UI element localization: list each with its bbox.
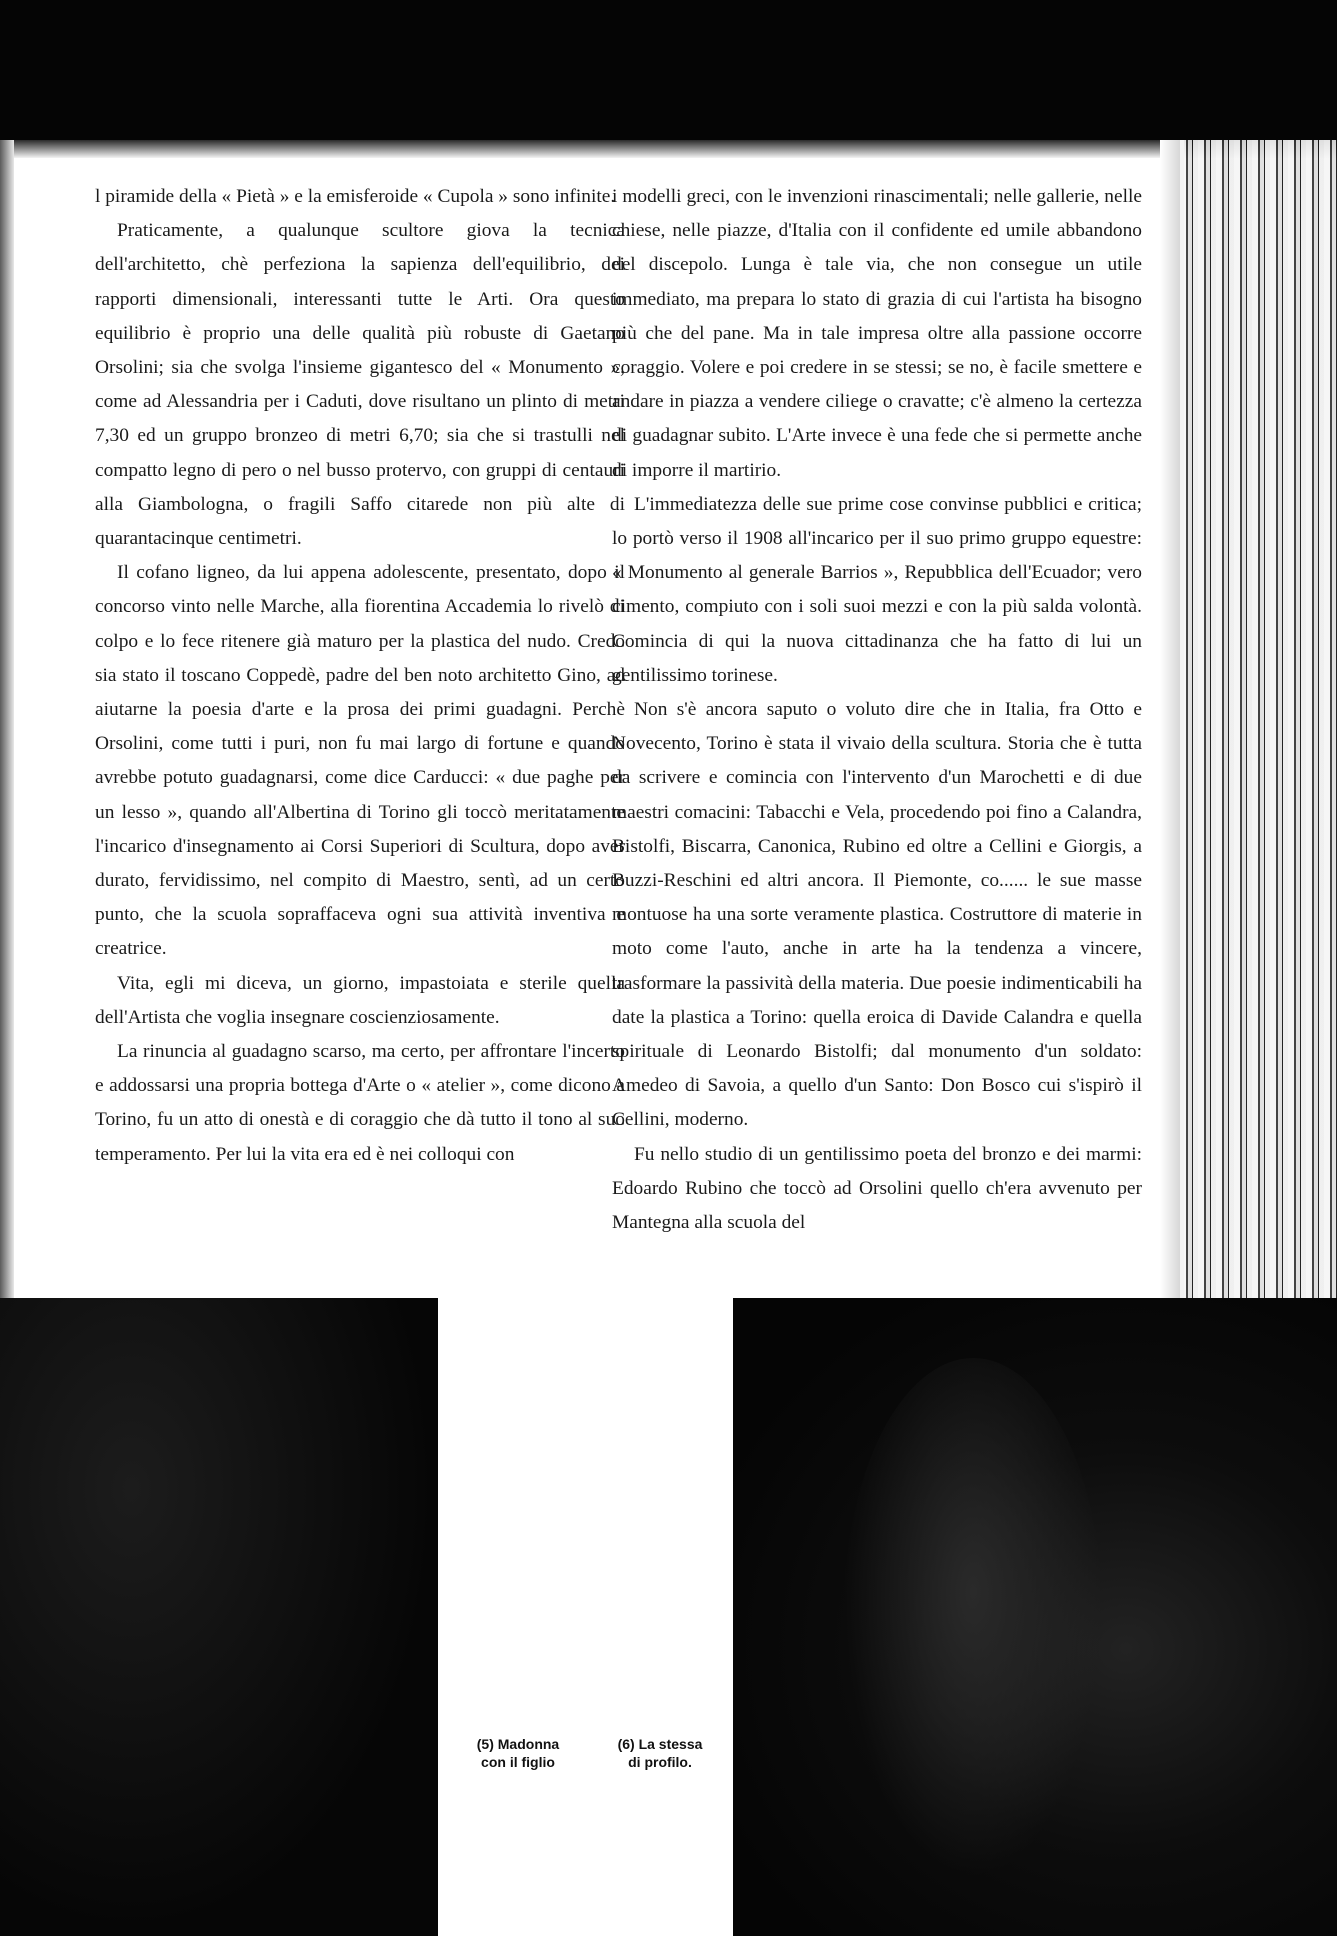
photo-madonna-with-child xyxy=(0,1298,438,1936)
photo-madonna-profile xyxy=(733,1298,1337,1936)
paragraph: La rinuncia al guadagno scarso, ma certo, per affrontare l'incerto e addossarsi una propria bottega d'Arte o « atelier », come dicono a Torino, fu un atto di onestà e di coraggio che dà tutto il tono al suo temperamento. Per lui la vita era ed è nei colloqui con xyxy=(95,1041,625,1165)
caption-line: con il figlio xyxy=(481,1754,555,1770)
sculpture-figure xyxy=(843,1358,1103,1878)
photo-caption-6 xyxy=(590,1735,730,1771)
caption-line: di profilo. xyxy=(628,1754,692,1770)
scan-top-shadow-edge xyxy=(0,140,1337,158)
paragraph: l piramide della « Pietà » e la emisferoide « Cupola » sono infinite. xyxy=(95,186,616,207)
paragraph: Non s'è ancora saputo o voluto dire che in Italia, fra Otto e Novecento, Torino è stata il vivaio della scultura. Storia che è tutta da scrivere e comincia con l'intervento d'un Marochetti e di due maestri comacini: Tabacchi e Vela, procedendo poi fino a Calandra, Bistolfi, Biscarra, Canonica, Rubino ed oltre a Cellini e Giorgis, a Buzzi-Reschini ed altri ancora. Il Piemonte, co...... le sue masse montuose ha una sorte veramente plastica. Costruttore di materie in moto come l'auto, anche in arte ha la tendenza a vincere, trasformare la passività della materia. Due poesie indimenticabili ha date la plastica a Torino: quella eroica di Davide Calandra e quella spirituale di Leonardo Bistolfi; dal monumento d'un soldato: Amedeo di Savoia, a quello d'un Santo: Don Bosco cui s'ispirò il Cellini, moderno. xyxy=(612,699,1142,1131)
paragraph: Fu nello studio di un gentilissimo poeta del bronzo e dei marmi: Edoardo Rubino che toccò ad Orsolini quello ch'era avvenuto per Mantegna alla scuola del xyxy=(612,1143,1142,1234)
text-column-left xyxy=(95,180,625,1172)
caption-line: (5) Madonna xyxy=(476,1736,560,1752)
paragraph: L'immediatezza delle sue prime cose convinse pubblici e critica; lo portò verso il 1908 all'incarico per il suo primo gruppo equestre: « Monumento al generale Barrios », Repubblica dell'Ecuador; vero cimento, compiuto con i soli suoi mezzi e con la più salda volontà. Comincia di qui la nuova cittadinanza che ha fatto di lui un gentilissimo torinese. xyxy=(612,493,1142,686)
paragraph: i modelli greci, con le invenzioni rinascimentali; nelle gallerie, nelle chiese, nelle piazze, d'Italia con il confidente ed umile abbandono del discepolo. Lunga è tale via, che non consegue un utile immediato, ma prepara lo stato di grazia di cui l'artista ha bisogno più che del pane. Ma in tale impresa oltre alla passione occorre coraggio. Volere e poi credere in se stessi; se no, è facile smettere e andare in piazza a vendere ciliege o cravatte; c'è almeno la certezza di guadagnar subito. L'Arte invece è una fede che si permette anche di imporre il martirio. xyxy=(612,186,1142,481)
scan-top-shadow xyxy=(0,0,1337,140)
photo-caption-5 xyxy=(448,1735,588,1771)
paragraph: Praticamente, a qualunque scultore giova la tecnica dell'architetto, chè perfeziona la sapienza dell'equilibrio, dei rapporti dimensionali, interessanti tutte le Arti. Ora questo equilibrio è proprio una delle qualità più robuste di Gaetano Orsolini; sia che svolga l'insieme gigantesco del « Monumento », come ad Alessandria per i Caduti, dove risultano un plinto di metri 7,30 ed un gruppo bronzeo di metri 6,70; sia che si trastulli nel compatto legno di pero o nel busso protervo, con gruppi di centauri alla Giambologna, o fragili Saffo citarede non più alte di quarantacinque centimetri. xyxy=(95,220,625,550)
paragraph: Il cofano ligneo, da lui appena adolescente, presentato, dopo il concorso vinto nelle Marche, alla fiorentina Accademia lo rivelò di colpo e lo fece ritenere già maturo per la plastica del nudo. Credo sia stato il toscano Coppedè, padre del ben noto architetto Gino, ad aiutarne la poesia d'arte e la prosa dei primi guadagni. Perchè Orsolini, come tutti i puri, non fu mai largo di fortune e quando avrebbe potuto guadagnarsi, come dice Carducci: « due paghe per un lesso », quando all'Albertina di Torino gli toccò meritatamente l'incarico d'insegnamento ai Corsi Superiori di Scultura, dopo aver durato, fervidissimo, nel compito di Maestro, sentì, ad un certo punto, che la scuola sopraffaceva ogni sua attività inventiva e creatrice. xyxy=(95,562,625,960)
book-page-edges xyxy=(1180,140,1337,1330)
paragraph: Vita, egli mi diceva, un giorno, impastoiata e sterile quella dell'Artista che voglia insegnare coscienziosamente. xyxy=(95,972,625,1028)
caption-line: (6) La stessa xyxy=(617,1736,703,1752)
text-column-right xyxy=(612,180,1142,1240)
